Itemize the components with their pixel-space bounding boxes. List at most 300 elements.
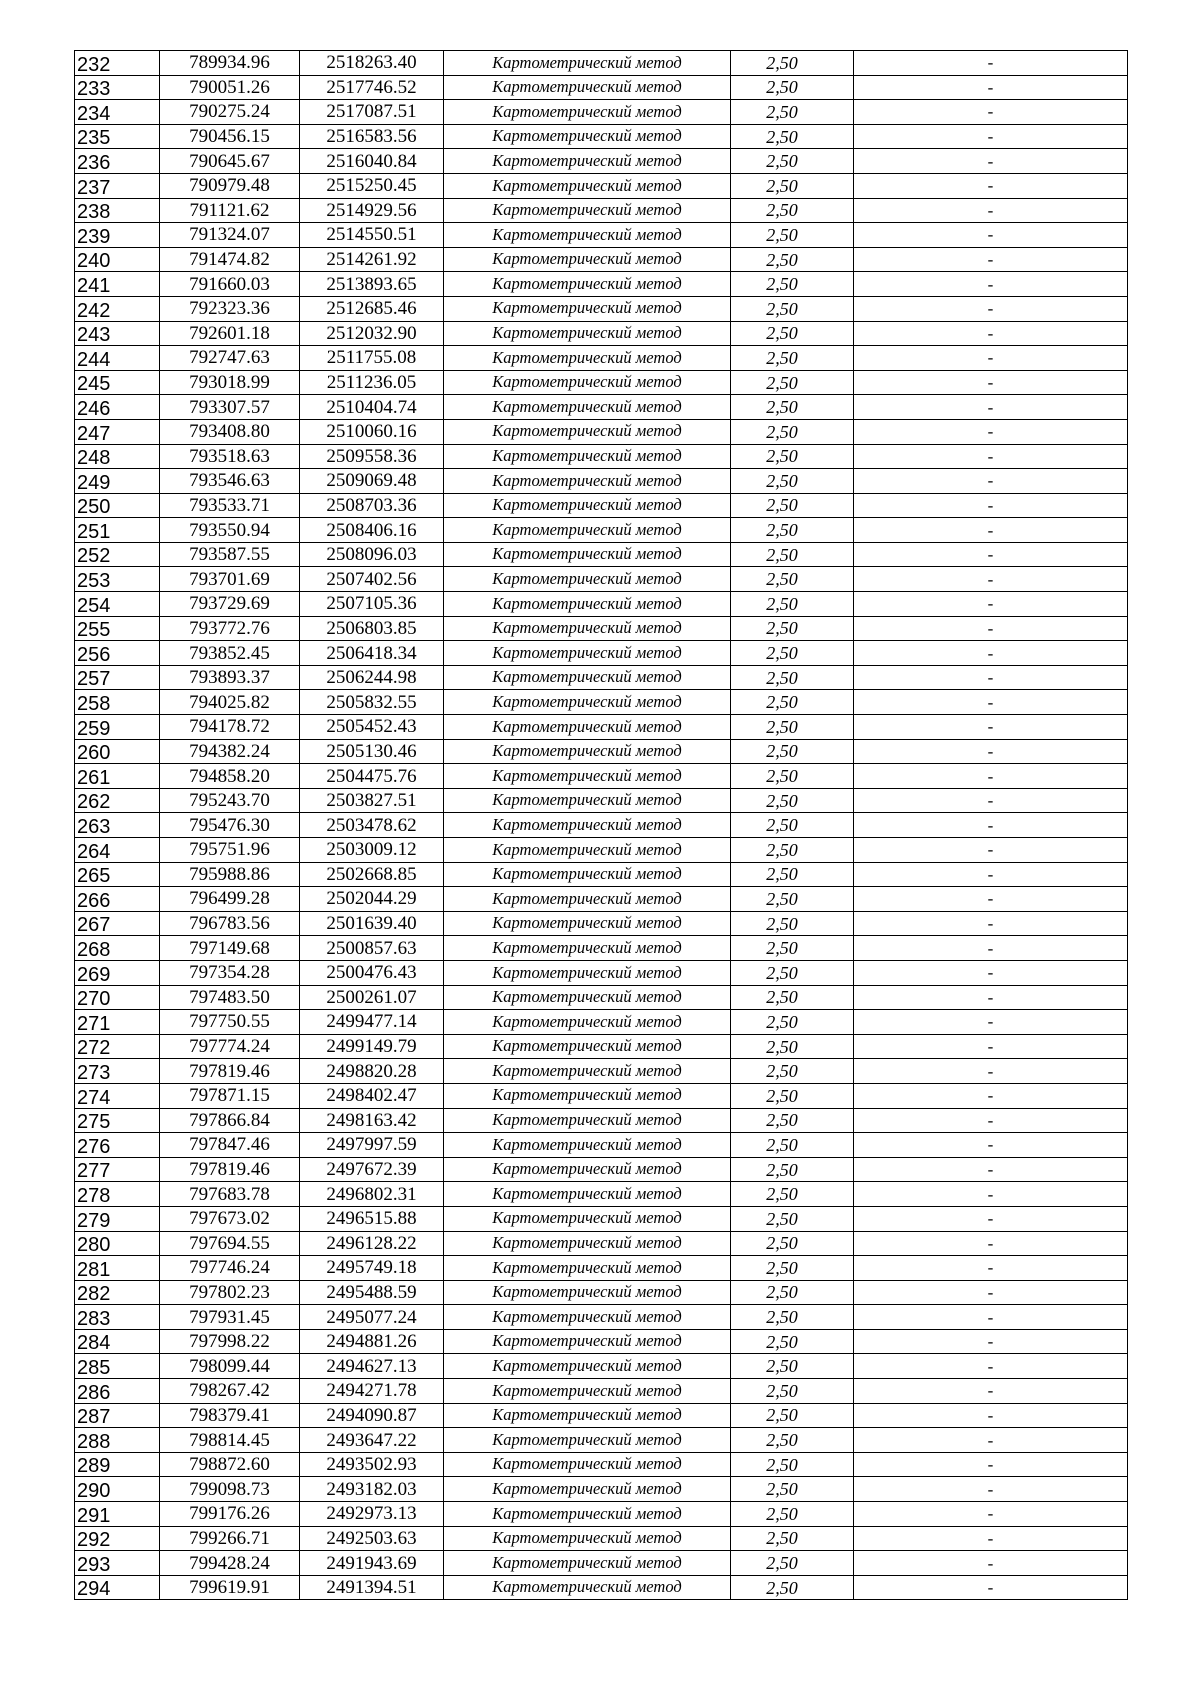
table-row	[75, 1428, 1128, 1453]
method-cell: Картометрический метод	[444, 370, 731, 395]
precision-cell: 2,50	[731, 272, 854, 297]
description-cell: -	[854, 567, 1128, 592]
method-cell: Картометрический метод	[444, 1354, 731, 1379]
table-row	[75, 1403, 1128, 1428]
method-cell: Картометрический метод	[444, 173, 731, 198]
description-cell: -	[854, 862, 1128, 887]
point-number-cell: 279	[75, 1206, 160, 1231]
precision-cell: 2,50	[731, 1305, 854, 1330]
point-number-cell: 282	[75, 1280, 160, 1305]
method-cell: Картометрический метод	[444, 641, 731, 666]
point-number-cell: 275	[75, 1108, 160, 1133]
precision-cell: 2,50	[731, 1108, 854, 1133]
description-cell: -	[854, 1551, 1128, 1576]
table-row	[75, 444, 1128, 469]
method-cell: Картометрический метод	[444, 838, 731, 863]
point-number-cell: 283	[75, 1305, 160, 1330]
point-number-cell: 276	[75, 1133, 160, 1158]
y-coordinate-cell: 2493502.93	[300, 1452, 444, 1477]
precision-cell: 2,50	[731, 1133, 854, 1158]
point-number-cell: 270	[75, 985, 160, 1010]
precision-cell: 2,50	[731, 1083, 854, 1108]
point-number-cell: 253	[75, 567, 160, 592]
description-cell: -	[854, 542, 1128, 567]
x-coordinate-cell: 790456.15	[160, 124, 300, 149]
point-number-cell: 280	[75, 1231, 160, 1256]
x-coordinate-cell: 797149.68	[160, 936, 300, 961]
x-coordinate-cell: 797683.78	[160, 1182, 300, 1207]
description-cell: -	[854, 1428, 1128, 1453]
table-row	[75, 395, 1128, 420]
description-cell: -	[854, 739, 1128, 764]
precision-cell: 2,50	[731, 321, 854, 346]
precision-cell: 2,50	[731, 1551, 854, 1576]
table-row	[75, 641, 1128, 666]
y-coordinate-cell: 2503009.12	[300, 838, 444, 863]
method-cell: Картометрический метод	[444, 985, 731, 1010]
precision-cell: 2,50	[731, 1157, 854, 1182]
y-coordinate-cell: 2508096.03	[300, 542, 444, 567]
precision-cell: 2,50	[731, 1256, 854, 1281]
precision-cell: 2,50	[731, 296, 854, 321]
y-coordinate-cell: 2492973.13	[300, 1502, 444, 1527]
table-row	[75, 198, 1128, 223]
table-row	[75, 1329, 1128, 1354]
point-number-cell: 233	[75, 75, 160, 100]
y-coordinate-cell: 2500857.63	[300, 936, 444, 961]
y-coordinate-cell: 2498402.47	[300, 1083, 444, 1108]
description-cell: -	[854, 838, 1128, 863]
precision-cell: 2,50	[731, 542, 854, 567]
description-cell: -	[854, 493, 1128, 518]
table-row	[75, 124, 1128, 149]
point-number-cell: 235	[75, 124, 160, 149]
method-cell: Картометрический метод	[444, 51, 731, 76]
x-coordinate-cell: 797871.15	[160, 1083, 300, 1108]
description-cell: -	[854, 1452, 1128, 1477]
description-cell: -	[854, 715, 1128, 740]
table-row	[75, 1108, 1128, 1133]
x-coordinate-cell: 799619.91	[160, 1575, 300, 1600]
method-cell: Картометрический метод	[444, 788, 731, 813]
x-coordinate-cell: 795476.30	[160, 813, 300, 838]
precision-cell: 2,50	[731, 567, 854, 592]
method-cell: Картометрический метод	[444, 100, 731, 125]
description-cell: -	[854, 1010, 1128, 1035]
x-coordinate-cell: 793772.76	[160, 616, 300, 641]
point-number-cell: 273	[75, 1059, 160, 1084]
method-cell: Картометрический метод	[444, 1083, 731, 1108]
method-cell: Картометрический метод	[444, 1526, 731, 1551]
method-cell: Картометрический метод	[444, 1280, 731, 1305]
y-coordinate-cell: 2499149.79	[300, 1034, 444, 1059]
method-cell: Картометрический метод	[444, 1551, 731, 1576]
method-cell: Картометрический метод	[444, 690, 731, 715]
x-coordinate-cell: 795243.70	[160, 788, 300, 813]
table-row	[75, 321, 1128, 346]
y-coordinate-cell: 2505832.55	[300, 690, 444, 715]
x-coordinate-cell: 798379.41	[160, 1403, 300, 1428]
y-coordinate-cell: 2506803.85	[300, 616, 444, 641]
point-number-cell: 269	[75, 960, 160, 985]
y-coordinate-cell: 2494090.87	[300, 1403, 444, 1428]
description-cell: -	[854, 173, 1128, 198]
method-cell: Картометрический метод	[444, 1256, 731, 1281]
y-coordinate-cell: 2505130.46	[300, 739, 444, 764]
description-cell: -	[854, 985, 1128, 1010]
method-cell: Картометрический метод	[444, 542, 731, 567]
x-coordinate-cell: 793307.57	[160, 395, 300, 420]
table-row	[75, 1477, 1128, 1502]
point-number-cell: 258	[75, 690, 160, 715]
point-number-cell: 246	[75, 395, 160, 420]
y-coordinate-cell: 2502668.85	[300, 862, 444, 887]
description-cell: -	[854, 1231, 1128, 1256]
method-cell: Картометрический метод	[444, 1379, 731, 1404]
x-coordinate-cell: 797483.50	[160, 985, 300, 1010]
precision-cell: 2,50	[731, 1231, 854, 1256]
table-row	[75, 813, 1128, 838]
table-row	[75, 887, 1128, 912]
point-number-cell: 292	[75, 1526, 160, 1551]
table-row	[75, 1133, 1128, 1158]
coordinates-table	[74, 50, 1128, 1600]
description-cell: -	[854, 149, 1128, 174]
y-coordinate-cell: 2517746.52	[300, 75, 444, 100]
y-coordinate-cell: 2496515.88	[300, 1206, 444, 1231]
table-row	[75, 1379, 1128, 1404]
y-coordinate-cell: 2499477.14	[300, 1010, 444, 1035]
method-cell: Картометрический метод	[444, 1305, 731, 1330]
coordinates-table-body	[75, 51, 1128, 1600]
precision-cell: 2,50	[731, 100, 854, 125]
table-row	[75, 1157, 1128, 1182]
method-cell: Картометрический метод	[444, 960, 731, 985]
y-coordinate-cell: 2512032.90	[300, 321, 444, 346]
method-cell: Картометрический метод	[444, 247, 731, 272]
x-coordinate-cell: 793893.37	[160, 665, 300, 690]
precision-cell: 2,50	[731, 1575, 854, 1600]
x-coordinate-cell: 797931.45	[160, 1305, 300, 1330]
method-cell: Картометрический метод	[444, 1108, 731, 1133]
table-row	[75, 223, 1128, 248]
point-number-cell: 287	[75, 1403, 160, 1428]
point-number-cell: 285	[75, 1354, 160, 1379]
table-row	[75, 1206, 1128, 1231]
table-row	[75, 1280, 1128, 1305]
y-coordinate-cell: 2491394.51	[300, 1575, 444, 1600]
y-coordinate-cell: 2508406.16	[300, 518, 444, 543]
method-cell: Картометрический метод	[444, 296, 731, 321]
point-number-cell: 293	[75, 1551, 160, 1576]
precision-cell: 2,50	[731, 911, 854, 936]
y-coordinate-cell: 2501639.40	[300, 911, 444, 936]
x-coordinate-cell: 790051.26	[160, 75, 300, 100]
description-cell: -	[854, 444, 1128, 469]
precision-cell: 2,50	[731, 1502, 854, 1527]
y-coordinate-cell: 2509069.48	[300, 469, 444, 494]
description-cell: -	[854, 1305, 1128, 1330]
x-coordinate-cell: 790645.67	[160, 149, 300, 174]
point-number-cell: 251	[75, 518, 160, 543]
method-cell: Картометрический метод	[444, 911, 731, 936]
precision-cell: 2,50	[731, 1280, 854, 1305]
y-coordinate-cell: 2496802.31	[300, 1182, 444, 1207]
y-coordinate-cell: 2514550.51	[300, 223, 444, 248]
precision-cell: 2,50	[731, 493, 854, 518]
description-cell: -	[854, 764, 1128, 789]
y-coordinate-cell: 2494271.78	[300, 1379, 444, 1404]
description-cell: -	[854, 124, 1128, 149]
precision-cell: 2,50	[731, 1379, 854, 1404]
x-coordinate-cell: 795988.86	[160, 862, 300, 887]
x-coordinate-cell: 798872.60	[160, 1452, 300, 1477]
y-coordinate-cell: 2492503.63	[300, 1526, 444, 1551]
method-cell: Картометрический метод	[444, 223, 731, 248]
method-cell: Картометрический метод	[444, 665, 731, 690]
description-cell: -	[854, 1379, 1128, 1404]
method-cell: Картометрический метод	[444, 1575, 731, 1600]
method-cell: Картометрический метод	[444, 1329, 731, 1354]
point-number-cell: 284	[75, 1329, 160, 1354]
point-number-cell: 260	[75, 739, 160, 764]
method-cell: Картометрический метод	[444, 764, 731, 789]
point-number-cell: 243	[75, 321, 160, 346]
precision-cell: 2,50	[731, 1034, 854, 1059]
y-coordinate-cell: 2500261.07	[300, 985, 444, 1010]
x-coordinate-cell: 797819.46	[160, 1059, 300, 1084]
method-cell: Картометрический метод	[444, 444, 731, 469]
table-row	[75, 567, 1128, 592]
description-cell: -	[854, 1329, 1128, 1354]
method-cell: Картометрический метод	[444, 567, 731, 592]
description-cell: -	[854, 1575, 1128, 1600]
y-coordinate-cell: 2495749.18	[300, 1256, 444, 1281]
table-row	[75, 1502, 1128, 1527]
y-coordinate-cell: 2515250.45	[300, 173, 444, 198]
table-row	[75, 739, 1128, 764]
description-cell: -	[854, 1477, 1128, 1502]
precision-cell: 2,50	[731, 419, 854, 444]
table-row	[75, 788, 1128, 813]
y-coordinate-cell: 2507105.36	[300, 592, 444, 617]
table-row	[75, 665, 1128, 690]
x-coordinate-cell: 796499.28	[160, 887, 300, 912]
description-cell: -	[854, 665, 1128, 690]
y-coordinate-cell: 2494627.13	[300, 1354, 444, 1379]
x-coordinate-cell: 794178.72	[160, 715, 300, 740]
x-coordinate-cell: 793550.94	[160, 518, 300, 543]
description-cell: -	[854, 198, 1128, 223]
x-coordinate-cell: 796783.56	[160, 911, 300, 936]
y-coordinate-cell: 2518263.40	[300, 51, 444, 76]
method-cell: Картометрический метод	[444, 592, 731, 617]
table-row	[75, 690, 1128, 715]
x-coordinate-cell: 793408.80	[160, 419, 300, 444]
precision-cell: 2,50	[731, 198, 854, 223]
table-row	[75, 542, 1128, 567]
y-coordinate-cell: 2513893.65	[300, 272, 444, 297]
x-coordinate-cell: 797998.22	[160, 1329, 300, 1354]
point-number-cell: 247	[75, 419, 160, 444]
description-cell: -	[854, 1280, 1128, 1305]
table-row	[75, 1256, 1128, 1281]
y-coordinate-cell: 2491943.69	[300, 1551, 444, 1576]
description-cell: -	[854, 887, 1128, 912]
description-cell: -	[854, 419, 1128, 444]
method-cell: Картометрический метод	[444, 739, 731, 764]
description-cell: -	[854, 1526, 1128, 1551]
y-coordinate-cell: 2502044.29	[300, 887, 444, 912]
point-number-cell: 264	[75, 838, 160, 863]
description-cell: -	[854, 272, 1128, 297]
y-coordinate-cell: 2495077.24	[300, 1305, 444, 1330]
table-row	[75, 51, 1128, 76]
method-cell: Картометрический метод	[444, 1059, 731, 1084]
method-cell: Картометрический метод	[444, 1502, 731, 1527]
x-coordinate-cell: 790275.24	[160, 100, 300, 125]
y-coordinate-cell: 2510404.74	[300, 395, 444, 420]
description-cell: -	[854, 346, 1128, 371]
table-row	[75, 100, 1128, 125]
description-cell: -	[854, 936, 1128, 961]
point-number-cell: 294	[75, 1575, 160, 1600]
point-number-cell: 244	[75, 346, 160, 371]
point-number-cell: 278	[75, 1182, 160, 1207]
method-cell: Картометрический метод	[444, 1034, 731, 1059]
x-coordinate-cell: 799098.73	[160, 1477, 300, 1502]
table-row	[75, 173, 1128, 198]
table-row	[75, 247, 1128, 272]
table-row	[75, 1526, 1128, 1551]
description-cell: -	[854, 395, 1128, 420]
table-row	[75, 1305, 1128, 1330]
table-row	[75, 1059, 1128, 1084]
precision-cell: 2,50	[731, 370, 854, 395]
point-number-cell: 242	[75, 296, 160, 321]
point-number-cell: 234	[75, 100, 160, 125]
point-number-cell: 289	[75, 1452, 160, 1477]
point-number-cell: 252	[75, 542, 160, 567]
point-number-cell: 268	[75, 936, 160, 961]
x-coordinate-cell: 799428.24	[160, 1551, 300, 1576]
x-coordinate-cell: 797866.84	[160, 1108, 300, 1133]
table-row	[75, 862, 1128, 887]
description-cell: -	[854, 1403, 1128, 1428]
precision-cell: 2,50	[731, 862, 854, 887]
precision-cell: 2,50	[731, 1329, 854, 1354]
y-coordinate-cell: 2497672.39	[300, 1157, 444, 1182]
y-coordinate-cell: 2498820.28	[300, 1059, 444, 1084]
table-row	[75, 592, 1128, 617]
point-number-cell: 261	[75, 764, 160, 789]
description-cell: -	[854, 518, 1128, 543]
table-row	[75, 346, 1128, 371]
description-cell: -	[854, 100, 1128, 125]
x-coordinate-cell: 797673.02	[160, 1206, 300, 1231]
description-cell: -	[854, 296, 1128, 321]
precision-cell: 2,50	[731, 838, 854, 863]
method-cell: Картометрический метод	[444, 1010, 731, 1035]
method-cell: Картометрический метод	[444, 321, 731, 346]
point-number-cell: 257	[75, 665, 160, 690]
precision-cell: 2,50	[731, 690, 854, 715]
method-cell: Картометрический метод	[444, 1428, 731, 1453]
method-cell: Картометрический метод	[444, 1157, 731, 1182]
table-row	[75, 715, 1128, 740]
y-coordinate-cell: 2503827.51	[300, 788, 444, 813]
table-row	[75, 149, 1128, 174]
x-coordinate-cell: 792323.36	[160, 296, 300, 321]
table-row	[75, 764, 1128, 789]
precision-cell: 2,50	[731, 641, 854, 666]
x-coordinate-cell: 797354.28	[160, 960, 300, 985]
y-coordinate-cell: 2495488.59	[300, 1280, 444, 1305]
point-number-cell: 249	[75, 469, 160, 494]
x-coordinate-cell: 789934.96	[160, 51, 300, 76]
y-coordinate-cell: 2497997.59	[300, 1133, 444, 1158]
point-number-cell: 236	[75, 149, 160, 174]
table-row	[75, 370, 1128, 395]
method-cell: Картометрический метод	[444, 198, 731, 223]
x-coordinate-cell: 797802.23	[160, 1280, 300, 1305]
precision-cell: 2,50	[731, 124, 854, 149]
table-row	[75, 1231, 1128, 1256]
point-number-cell: 266	[75, 887, 160, 912]
description-cell: -	[854, 1034, 1128, 1059]
x-coordinate-cell: 792601.18	[160, 321, 300, 346]
precision-cell: 2,50	[731, 936, 854, 961]
table-row	[75, 493, 1128, 518]
method-cell: Картометрический метод	[444, 419, 731, 444]
description-cell: -	[854, 75, 1128, 100]
precision-cell: 2,50	[731, 960, 854, 985]
x-coordinate-cell: 797746.24	[160, 1256, 300, 1281]
table-row	[75, 1010, 1128, 1035]
y-coordinate-cell: 2493647.22	[300, 1428, 444, 1453]
y-coordinate-cell: 2516040.84	[300, 149, 444, 174]
precision-cell: 2,50	[731, 51, 854, 76]
precision-cell: 2,50	[731, 616, 854, 641]
table-row	[75, 1452, 1128, 1477]
precision-cell: 2,50	[731, 444, 854, 469]
x-coordinate-cell: 793729.69	[160, 592, 300, 617]
x-coordinate-cell: 791121.62	[160, 198, 300, 223]
x-coordinate-cell: 791660.03	[160, 272, 300, 297]
x-coordinate-cell: 793533.71	[160, 493, 300, 518]
description-cell: -	[854, 370, 1128, 395]
x-coordinate-cell: 797694.55	[160, 1231, 300, 1256]
point-number-cell: 250	[75, 493, 160, 518]
y-coordinate-cell: 2510060.16	[300, 419, 444, 444]
x-coordinate-cell: 794858.20	[160, 764, 300, 789]
y-coordinate-cell: 2503478.62	[300, 813, 444, 838]
method-cell: Картометрический метод	[444, 395, 731, 420]
table-row	[75, 911, 1128, 936]
x-coordinate-cell: 798814.45	[160, 1428, 300, 1453]
description-cell: -	[854, 1502, 1128, 1527]
point-number-cell: 232	[75, 51, 160, 76]
x-coordinate-cell: 799266.71	[160, 1526, 300, 1551]
y-coordinate-cell: 2494881.26	[300, 1329, 444, 1354]
precision-cell: 2,50	[731, 1452, 854, 1477]
point-number-cell: 265	[75, 862, 160, 887]
description-cell: -	[854, 616, 1128, 641]
point-number-cell: 271	[75, 1010, 160, 1035]
table-row	[75, 1354, 1128, 1379]
point-number-cell: 272	[75, 1034, 160, 1059]
point-number-cell: 240	[75, 247, 160, 272]
